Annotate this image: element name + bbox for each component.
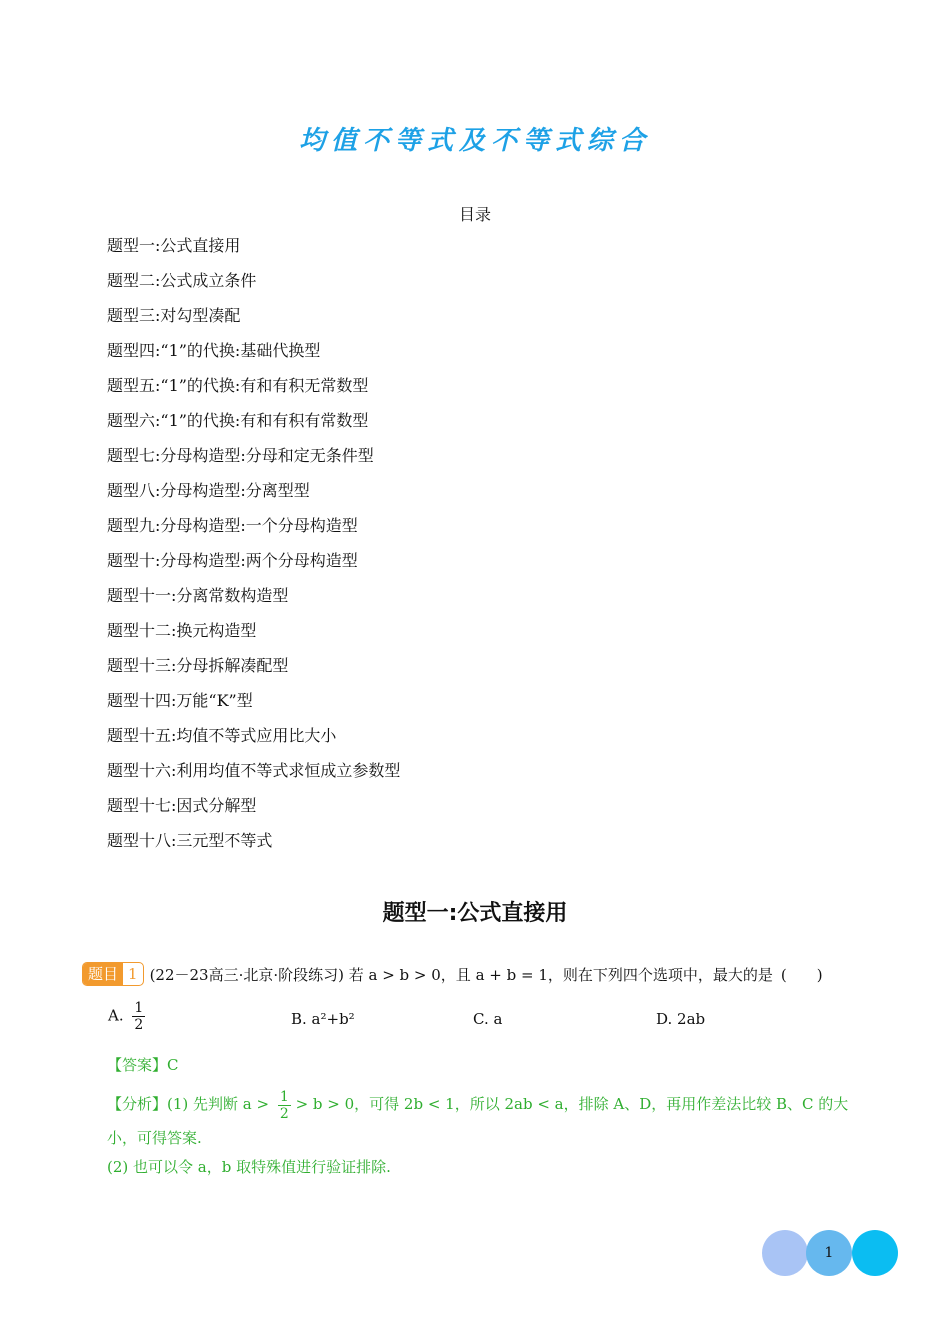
toc-item[interactable]: 题型八:分母构造型:分离型型	[107, 481, 310, 500]
question-tag-label: 题目	[83, 963, 123, 985]
analysis-prefix: 【分析】(1) 先判断 a >	[107, 1095, 270, 1113]
toc-item[interactable]: 题型十八:三元型不等式	[107, 831, 273, 850]
table-of-contents	[107, 233, 400, 863]
question-tag	[82, 962, 144, 986]
page-circle-decoration	[852, 1230, 898, 1276]
option-a-label: A.	[108, 1006, 124, 1025]
page-circle-decoration	[762, 1230, 808, 1276]
toc-item[interactable]: 题型十七:因式分解型	[107, 796, 257, 815]
toc-item[interactable]: 题型四:“1”的代换:基础代换型	[107, 341, 321, 360]
toc-item[interactable]: 题型十一:分离常数构造型	[107, 586, 289, 605]
fraction-denominator: 2	[134, 1017, 144, 1033]
option-b: B. a²+b²	[291, 1010, 355, 1028]
question-line	[82, 962, 823, 986]
page-number: 1	[824, 1245, 834, 1261]
toc-item[interactable]: 题型十六:利用均值不等式求恒成立参数型	[107, 761, 401, 780]
toc-item[interactable]: 题型五:“1”的代换:有和有积无常数型	[107, 376, 369, 395]
analysis-suffix: > b > 0，可得 2b < 1，所以 2ab < a，排除 A、D，再用作差法比较 B、C 的大小，可得答案.	[107, 1095, 849, 1147]
question-options	[108, 1000, 868, 1044]
section-title: 题型一:公式直接用	[382, 901, 568, 926]
page-indicator	[762, 1230, 902, 1278]
toc-item[interactable]: 题型一:公式直接用	[107, 236, 241, 255]
toc-item[interactable]: 题型三:对勾型凑配	[107, 306, 241, 325]
fraction	[132, 1000, 145, 1033]
fraction-denominator: 2	[279, 1105, 289, 1122]
toc-item[interactable]: 题型七:分母构造型:分母和定无条件型	[107, 446, 374, 465]
toc-item[interactable]: 题型十三:分母拆解凑配型	[107, 656, 289, 675]
toc-item[interactable]: 题型十二:换元构造型	[107, 621, 257, 640]
toc-item[interactable]: 题型十四:万能“K”型	[107, 691, 253, 710]
option-c: C. a	[473, 1010, 503, 1028]
toc-heading: 目录	[458, 205, 491, 224]
option-a	[108, 1000, 145, 1033]
analysis-line-2: (2) 也可以令 a，b 取特殊值进行验证排除.	[107, 1158, 391, 1176]
question-text: (22－23高三·北京·阶段练习) 若 a > b > 0，且 a + b = 1，则在下列四个选项中，最大的是	[149, 965, 773, 984]
option-d: D. 2ab	[656, 1010, 706, 1028]
fraction-numerator: 1	[134, 1000, 144, 1016]
toc-item[interactable]: 题型十:分母构造型:两个分母构造型	[107, 551, 358, 570]
toc-item[interactable]: 题型二:公式成立条件	[107, 271, 257, 290]
document-title: 均值不等式及不等式综合	[298, 126, 651, 156]
fraction-numerator: 1	[279, 1088, 289, 1105]
analysis-text	[107, 1088, 862, 1154]
toc-item[interactable]: 题型六:“1”的代换:有和有积有常数型	[107, 411, 369, 430]
answer-text: 【答案】C	[107, 1056, 179, 1074]
answer-bracket: ( )	[780, 965, 823, 984]
fraction	[278, 1089, 291, 1122]
toc-item[interactable]: 题型九:分母构造型:一个分母构造型	[107, 516, 358, 535]
question-tag-number: 1	[128, 965, 138, 983]
toc-item[interactable]: 题型十五:均值不等式应用比大小	[107, 726, 337, 745]
